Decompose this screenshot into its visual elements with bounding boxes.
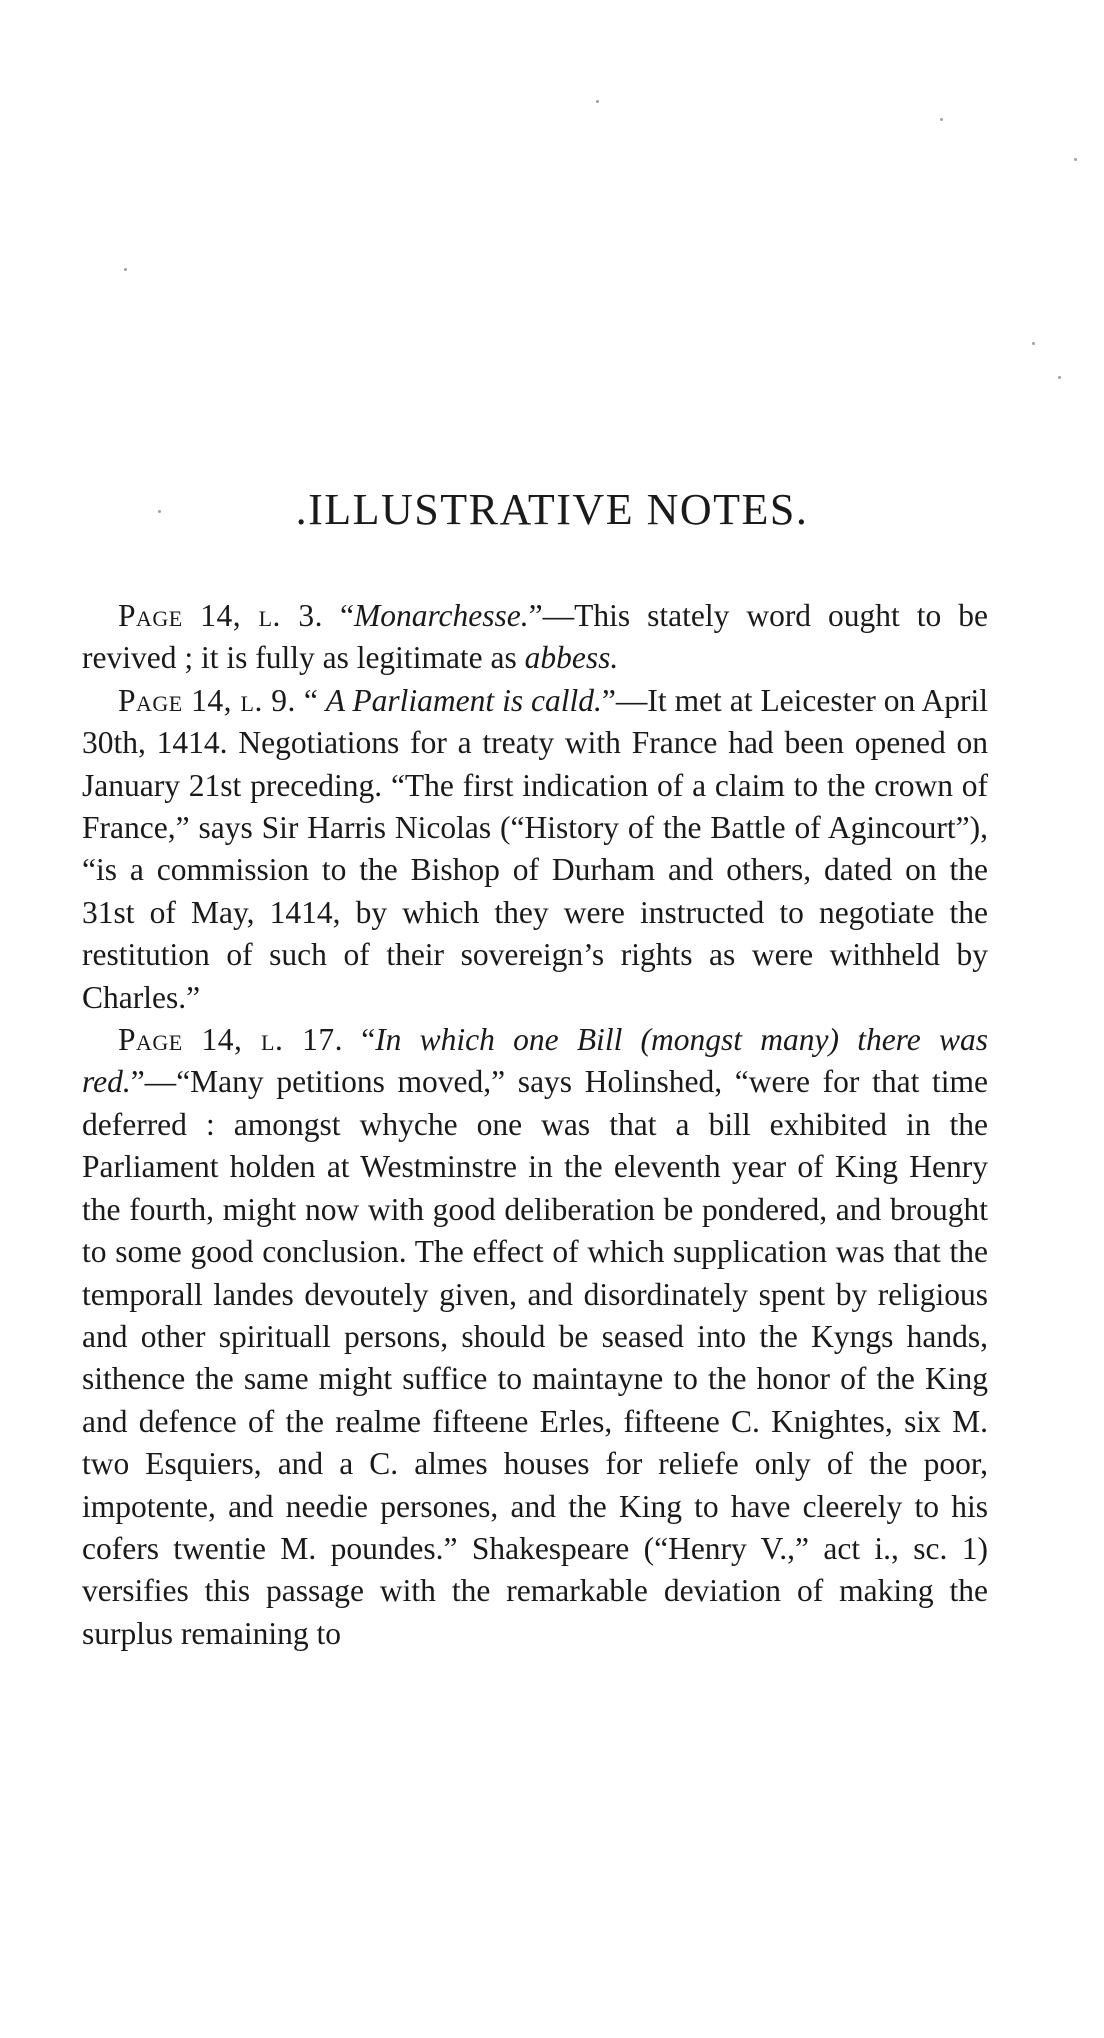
- note-text: It met at Leicester on April 30th, 1414. Negotiations for a treaty with France had been opened on January 21st preceding. “The first indication of a claim to the crown of France,” says Sir Harris Nicolas (“History of the Battle of Agincourt”), “is a commission to the Bishop of Durham and others, dated on the 31st of May, 1414, by which they were instructed to negotiate the restitution of such of their sovereign’s rights as were withheld by Charles.”: [82, 682, 989, 1015]
- quote-mark: ”—: [528, 598, 575, 633]
- quoted-phrase: Monarchesse.: [353, 598, 529, 633]
- scan-speck: [1058, 376, 1061, 379]
- page-reference: Page 14, l. 17.: [118, 1022, 343, 1058]
- quote-mark: ”—: [130, 1064, 177, 1100]
- quoted-phrase: In which one Bill (mongst many) there was red.: [82, 1022, 988, 1100]
- note-paragraph: [82, 680, 988, 1019]
- scan-speck: [1032, 342, 1035, 345]
- scan-speck: [1074, 158, 1077, 161]
- quote-mark: “: [323, 598, 354, 633]
- quote-mark: ”—: [601, 682, 648, 718]
- quote-mark: “: [342, 1022, 376, 1058]
- note-paragraph: [82, 1019, 988, 1655]
- page-reference: Page 14, l. 9.: [118, 682, 296, 718]
- note-text: This stately word ought to be revived ; it is fully as legitimate as: [82, 598, 988, 676]
- scan-speck: [596, 100, 599, 103]
- note-paragraph: [82, 595, 988, 680]
- quoted-phrase: A Parliament is calld.: [325, 682, 602, 718]
- quote-mark: “: [295, 682, 326, 718]
- italic-word: abbess.: [524, 640, 619, 676]
- note-text: “Many petitions moved,” says Holinshed, “were for that time deferred : amongst whyche one was that a bill exhibited in the Parliament holden at Westminstre in the eleventh year of King Henry the fourth, might now with good deliberation be pondered, and brought to some good conclusion. The effect of which supplication was that the temporall landes devoutely given, and disordinately spent by religious and other spirituall persons, should be seased into the Kyngs hands, sithence the same might suffice to maintayne to the honor of the King and defence of the realme fifteene Erles, fifteene C. Knightes, six M. two Esquiers, and a C. almes houses for reliefe only of the poor, impotente, and needie persones, and the King to have cleerely to his cofers twentie M. poundes.” Shakespeare (“Henry V.,” act i., sc. 1) versifies this passage with the remarkable deviation of making the surplus remaining to: [82, 1064, 988, 1651]
- scan-speck: [124, 268, 127, 271]
- scan-speck: [940, 118, 943, 121]
- page-title: .ILLUSTRATIVE NOTES.: [295, 485, 809, 534]
- page-reference: Page 14, l. 3.: [118, 598, 323, 633]
- notes-body: [82, 595, 988, 1655]
